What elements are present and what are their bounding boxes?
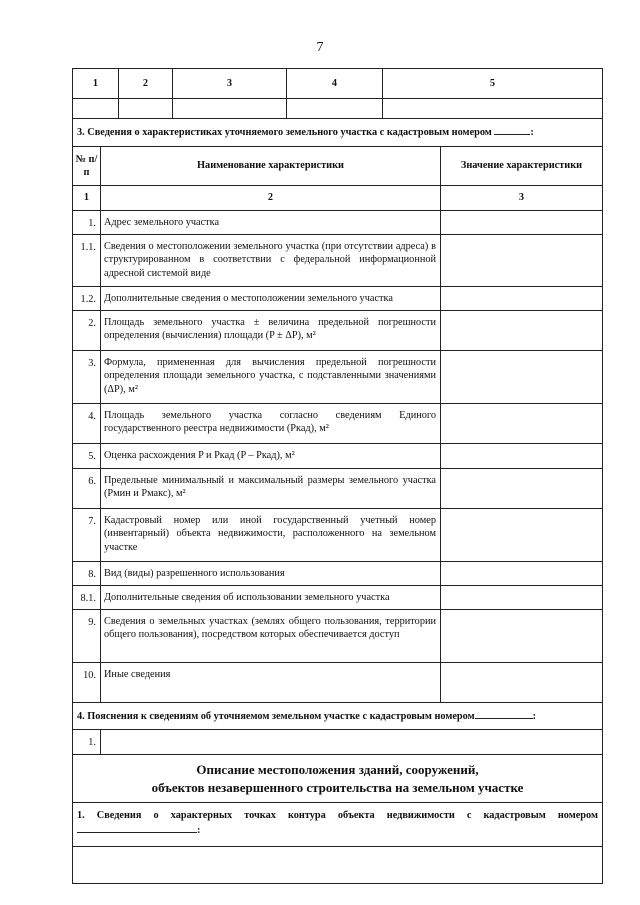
table-row	[73, 235, 603, 287]
column-number: 3	[441, 186, 603, 211]
table-row	[73, 404, 603, 444]
table-row	[73, 444, 603, 469]
table-row	[73, 663, 603, 703]
value-cell[interactable]	[441, 663, 603, 703]
header-cell: 2	[119, 69, 173, 99]
row-number: 10.	[73, 663, 101, 703]
cadastral-number-blank[interactable]	[494, 125, 530, 135]
page-number: 7	[316, 40, 324, 55]
row-label: Дополнительные сведения об использовании земельного участка	[101, 586, 441, 610]
form-sheet	[72, 68, 602, 884]
table-row	[73, 730, 603, 755]
row-number: 8.	[73, 562, 101, 586]
description-section-1: 1. Сведения о характерных точках контура объекта недвижимости с кадастровым номером:	[73, 803, 603, 847]
description-title	[73, 755, 603, 803]
value-cell[interactable]	[441, 287, 603, 311]
row-label: Адрес земельного участка	[101, 211, 441, 235]
empty-cell	[287, 99, 383, 119]
value-cell[interactable]	[441, 404, 603, 444]
empty-cell	[73, 99, 119, 119]
row-number: 1.2.	[73, 287, 101, 311]
column-number: 1	[73, 186, 101, 211]
value-cell[interactable]	[441, 211, 603, 235]
table-row	[73, 311, 603, 351]
value-cell[interactable]	[441, 469, 603, 509]
row-number: 1.	[73, 211, 101, 235]
value-cell[interactable]	[441, 562, 603, 586]
characteristics-table	[72, 118, 603, 884]
table-row	[73, 211, 603, 235]
table-row	[73, 586, 603, 610]
row-label: Предельные минимальный и максимальный размеры земельного участка (Pмин и Pмакс), м²	[101, 469, 441, 509]
empty-cell	[119, 99, 173, 119]
row-label: Иные сведения	[101, 663, 441, 703]
column-header-num: № п/п	[73, 147, 101, 186]
row-number: 7.	[73, 509, 101, 562]
header-cell: 1	[73, 69, 119, 99]
empty-cell	[383, 99, 603, 119]
row-number: 6.	[73, 469, 101, 509]
table-row	[73, 562, 603, 586]
row-label: Формула, примененная для вычисления предельной погрешности определения площади земельного участка, с подставленными значениями (ΔP), м²	[101, 351, 441, 404]
cadastral-number-blank[interactable]	[475, 709, 533, 719]
column-header-value: Значение характеристики	[441, 147, 603, 186]
value-cell[interactable]	[441, 311, 603, 351]
row-label: Сведения о земельных участках (землях общего пользования, территории общего пользования), посредством которых обеспечивается доступ	[101, 610, 441, 663]
row-number: 4.	[73, 404, 101, 444]
row-label: Кадастровый номер или иной государственный учетный номер (инвентарный) объекта недвижимости, расположенного на земельном участке	[101, 509, 441, 562]
section-3-title: 3. Сведения о характеристиках уточняемого земельного участка с кадастровым номером :	[73, 119, 603, 147]
value-cell[interactable]	[441, 586, 603, 610]
cadastral-number-blank[interactable]	[77, 823, 197, 833]
row-number: 3.	[73, 351, 101, 404]
row-number: 1.	[73, 730, 101, 755]
header-cell: 5	[383, 69, 603, 99]
row-number: 1.1.	[73, 235, 101, 287]
description-title-line: Описание местоположения зданий, сооружений,	[196, 762, 479, 778]
row-label: Вид (виды) разрешенного использования	[101, 562, 441, 586]
row-number: 2.	[73, 311, 101, 351]
row-number: 5.	[73, 444, 101, 469]
empty-cell	[173, 99, 287, 119]
table-row	[73, 287, 603, 311]
column-number: 2	[101, 186, 441, 211]
header-cell: 3	[173, 69, 287, 99]
row-label: Оценка расхождения P и Pкад (P – Pкад), м²	[101, 444, 441, 469]
previous-table-fragment	[72, 68, 603, 119]
table-row	[73, 610, 603, 663]
row-number: 8.1.	[73, 586, 101, 610]
table-row	[73, 351, 603, 404]
row-label: Дополнительные сведения о местоположении земельного участка	[101, 287, 441, 311]
header-cell: 4	[287, 69, 383, 99]
section-4-title: 4. Пояснения к сведениям об уточняемом земельном участке с кадастровым номером :	[73, 703, 603, 730]
continuation-cell	[73, 847, 603, 884]
value-cell[interactable]	[441, 610, 603, 663]
explanation-cell[interactable]	[101, 730, 603, 755]
value-cell[interactable]	[441, 351, 603, 404]
row-label: Площадь земельного участка согласно сведениям Единого государственного реестра недвижимости (Pкад), м²	[101, 404, 441, 444]
description-title-line: объектов незавершенного строительства на земельном участке	[151, 779, 524, 795]
value-cell[interactable]	[441, 509, 603, 562]
table-row	[73, 469, 603, 509]
table-row	[73, 509, 603, 562]
row-number: 9.	[73, 610, 101, 663]
row-label: Сведения о местоположении земельного участка (при отсутствии адреса) в структурированном в соответствии с федеральной информационной адресной системой виде	[101, 235, 441, 287]
value-cell[interactable]	[441, 444, 603, 469]
row-label: Площадь земельного участка ± величина предельной погрешности определения (вычисления) площади (P ± ΔP), м²	[101, 311, 441, 351]
column-header-name: Наименование характеристики	[101, 147, 441, 186]
value-cell[interactable]	[441, 235, 603, 287]
